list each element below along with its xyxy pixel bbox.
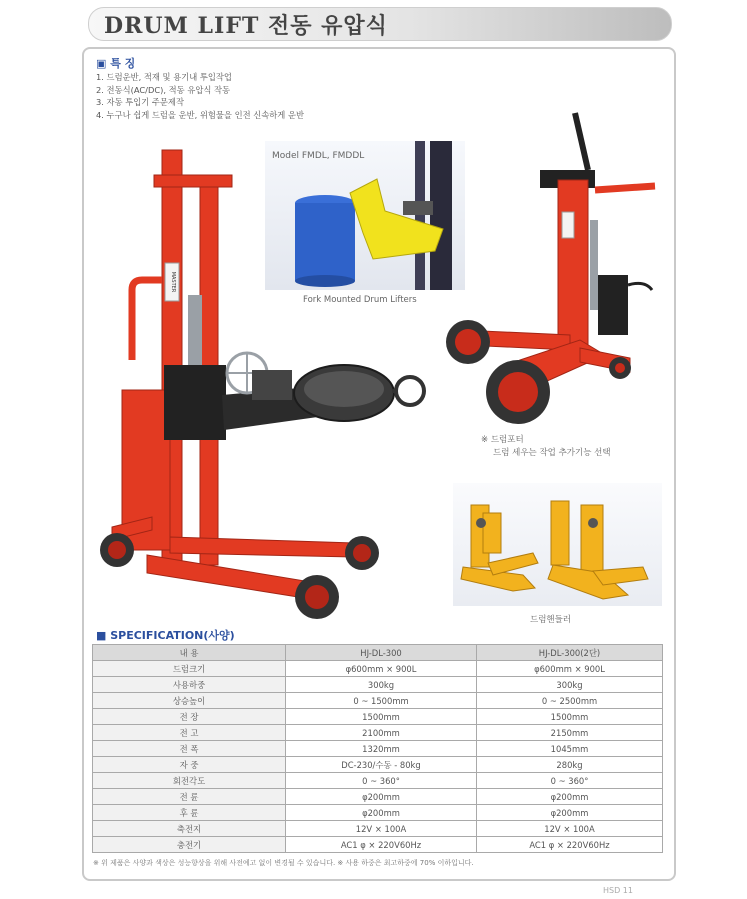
cell-model1: 2100mm	[286, 725, 477, 741]
feature-item: 3. 자동 투입기 주문제작	[96, 97, 184, 108]
row-label: 후 륜	[93, 805, 286, 821]
drum-porter-illustration	[440, 110, 665, 430]
cell-model2: 12V × 100A	[477, 821, 663, 837]
row-label: 전 폭	[93, 741, 286, 757]
fork-model-label: Model FMDL, FMDDL	[272, 151, 365, 161]
table-row	[93, 693, 663, 709]
row-label: 자 중	[93, 757, 286, 773]
cell-model1: φ600mm × 900L	[286, 661, 477, 677]
table-row	[93, 757, 663, 773]
cell-model2: AC1 φ × 220V60Hz	[477, 837, 663, 853]
drum-handler-caption: 드럼핸들러	[530, 615, 572, 625]
row-label: 충전기	[93, 837, 286, 853]
row-label: 전 륜	[93, 789, 286, 805]
cell-model1: 0 ~ 1500mm	[286, 693, 477, 709]
fork-photo-caption: Fork Mounted Drum Lifters	[303, 295, 417, 305]
table-row	[93, 725, 663, 741]
row-label: 전 고	[93, 725, 286, 741]
table-row	[93, 709, 663, 725]
mast-label: MASTER	[170, 271, 176, 293]
fork-lifter-illustration	[265, 141, 465, 290]
porter-caption-line2: 드럼 세우는 작업 추가기능 선택	[493, 448, 611, 458]
cell-model1: 1500mm	[286, 709, 477, 725]
cell-model2: 0 ~ 2500mm	[477, 693, 663, 709]
table-row	[93, 789, 663, 805]
drum-handler-photo	[453, 483, 662, 606]
table-row	[93, 661, 663, 677]
cell-model2: φ600mm × 900L	[477, 661, 663, 677]
spec-header-model2: HJ-DL-300(2단)	[477, 645, 663, 661]
cell-model2: 1045mm	[477, 741, 663, 757]
table-row	[93, 741, 663, 757]
cell-model2: 2150mm	[477, 725, 663, 741]
row-label: 회전각도	[93, 773, 286, 789]
table-row	[93, 821, 663, 837]
table-row	[93, 837, 663, 853]
features-heading: ▣ 특 징	[96, 57, 136, 70]
cell-model1: φ200mm	[286, 789, 477, 805]
cell-model1: DC-230/수동 - 80kg	[286, 757, 477, 773]
spec-footnote: ※ 위 제품은 사양과 색상은 성능향상을 위해 사전예고 없이 변경될 수 있습니다. ※ 사용 하중은 최고하중에 70% 이하입니다.	[93, 859, 474, 867]
cell-model1: 12V × 100A	[286, 821, 477, 837]
row-label: 사용하중	[93, 677, 286, 693]
row-label: 상승높이	[93, 693, 286, 709]
table-row	[93, 677, 663, 693]
row-label: 축전지	[93, 821, 286, 837]
feature-item: 1. 드럼운반, 적재 및 용기내 투입작업	[96, 72, 232, 82]
cell-model2: 1500mm	[477, 709, 663, 725]
row-label: 드럼크기	[93, 661, 286, 677]
porter-caption-line1: ※ 드럼포터	[481, 435, 524, 445]
page-title: DRUM LIFT 전동 유압식	[104, 13, 388, 39]
cell-model2: 280kg	[477, 757, 663, 773]
cell-model1: 0 ~ 360°	[286, 773, 477, 789]
table-row	[93, 805, 663, 821]
feature-item: 2. 전동식(AC/DC), 적동 유압식 작동	[96, 84, 231, 95]
spec-header-item: 내 용	[93, 645, 286, 661]
drum-handler-illustration	[453, 483, 662, 606]
features-list	[96, 71, 304, 121]
spec-heading: ■ SPECIFICATION(사양)	[96, 629, 235, 642]
fork-lifter-photo	[265, 141, 465, 290]
cell-model2: φ200mm	[477, 789, 663, 805]
row-label: 전 장	[93, 709, 286, 725]
page-number: HSD 11	[603, 886, 633, 895]
drum-porter-caption	[481, 434, 611, 460]
cell-model2: 0 ~ 360°	[477, 773, 663, 789]
cell-model1: φ200mm	[286, 805, 477, 821]
spec-header-row	[93, 645, 663, 661]
feature-item: 4. 누구나 쉽게 드럼을 운반, 위험물을 인전 신속하게 운반	[96, 109, 304, 120]
spec-table	[92, 644, 663, 853]
cell-model2: 300kg	[477, 677, 663, 693]
table-row	[93, 773, 663, 789]
cell-model1: 1320mm	[286, 741, 477, 757]
cell-model1: 300kg	[286, 677, 477, 693]
cell-model1: AC1 φ × 220V60Hz	[286, 837, 477, 853]
spec-header-model1: HJ-DL-300	[286, 645, 477, 661]
cell-model2: φ200mm	[477, 805, 663, 821]
